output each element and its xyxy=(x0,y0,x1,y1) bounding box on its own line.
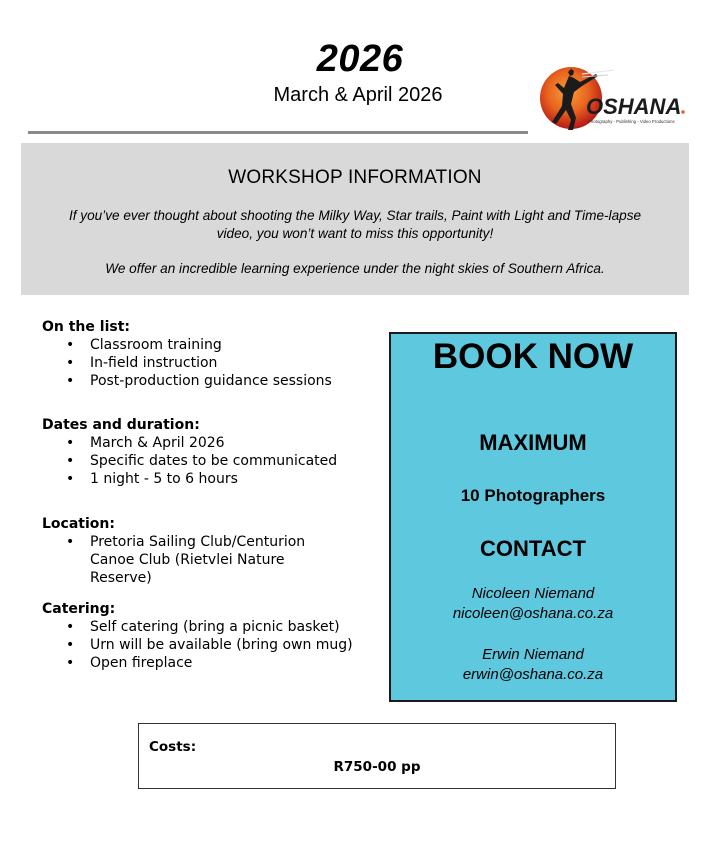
list-item: • Post-production guidance sessions xyxy=(42,372,382,390)
contact-name: Erwin Niemand xyxy=(482,646,584,663)
list-item: • Specific dates to be communicated xyxy=(42,452,382,470)
section-list xyxy=(42,336,382,390)
oshana-logo xyxy=(538,64,690,136)
book-now-panel xyxy=(389,332,677,702)
maximum-label: MAXIMUM xyxy=(479,430,587,455)
list-item: • Classroom training xyxy=(42,336,382,354)
section-list xyxy=(42,434,382,488)
workshop-info-panel xyxy=(21,143,689,295)
costs-value: R750-00 pp xyxy=(333,759,421,775)
contact-email-link[interactable]: erwin@oshana.co.za xyxy=(462,666,604,683)
info-paragraph-1: If you’ve ever thought about shooting the Milky Way, Star trails, Paint with Light and Time-lapse video, you won’t want to miss this opportunity! xyxy=(68,208,642,241)
list-item: • Self catering (bring a picnic basket) xyxy=(42,618,382,636)
section-catering xyxy=(42,600,382,672)
list-item: • March & April 2026 xyxy=(42,434,382,452)
costs-label: Costs: xyxy=(149,739,197,755)
section-list xyxy=(42,618,382,672)
list-item: • Urn will be available (bring own mug) xyxy=(42,636,382,654)
contact-label: CONTACT xyxy=(480,536,586,561)
list-item: • 1 night - 5 to 6 hours xyxy=(42,470,382,488)
costs-box xyxy=(138,723,616,789)
header-divider xyxy=(28,131,528,134)
section-title: On the list: xyxy=(42,319,130,335)
oshana-logo-graphic xyxy=(538,64,690,136)
page-subtitle: March & April 2026 xyxy=(273,84,443,106)
book-now-heading: BOOK NOW xyxy=(432,337,634,376)
capacity-text: 10 Photographers xyxy=(460,486,606,505)
section-on-the-list xyxy=(42,318,382,390)
list-item: • Open fireplace xyxy=(42,654,382,672)
page-year: 2026 xyxy=(316,38,404,80)
section-title: Dates and duration: xyxy=(42,417,200,433)
info-title: WORKSHOP INFORMATION xyxy=(228,167,482,188)
list-item: • Pretoria Sailing Club/Centurion Canoe Club (Rietvlei Nature Reserve) xyxy=(42,533,342,587)
logo-tagline: Photography - Publishing - Video Productions xyxy=(588,119,675,124)
list-item: • In-field instruction xyxy=(42,354,382,372)
contact-email-link[interactable]: nicoleen@oshana.co.za xyxy=(452,605,614,622)
info-paragraph-2: We offer an incredible learning experience under the night skies of Southern Africa. xyxy=(105,261,605,276)
section-title: Location: xyxy=(42,516,115,532)
section-list xyxy=(42,533,342,587)
section-dates-and-duration xyxy=(42,416,382,488)
section-location xyxy=(42,515,382,587)
logo-wordmark: OSHANA xyxy=(586,94,682,119)
section-title: Catering: xyxy=(42,601,116,617)
contact-name: Nicoleen Niemand xyxy=(471,585,595,602)
